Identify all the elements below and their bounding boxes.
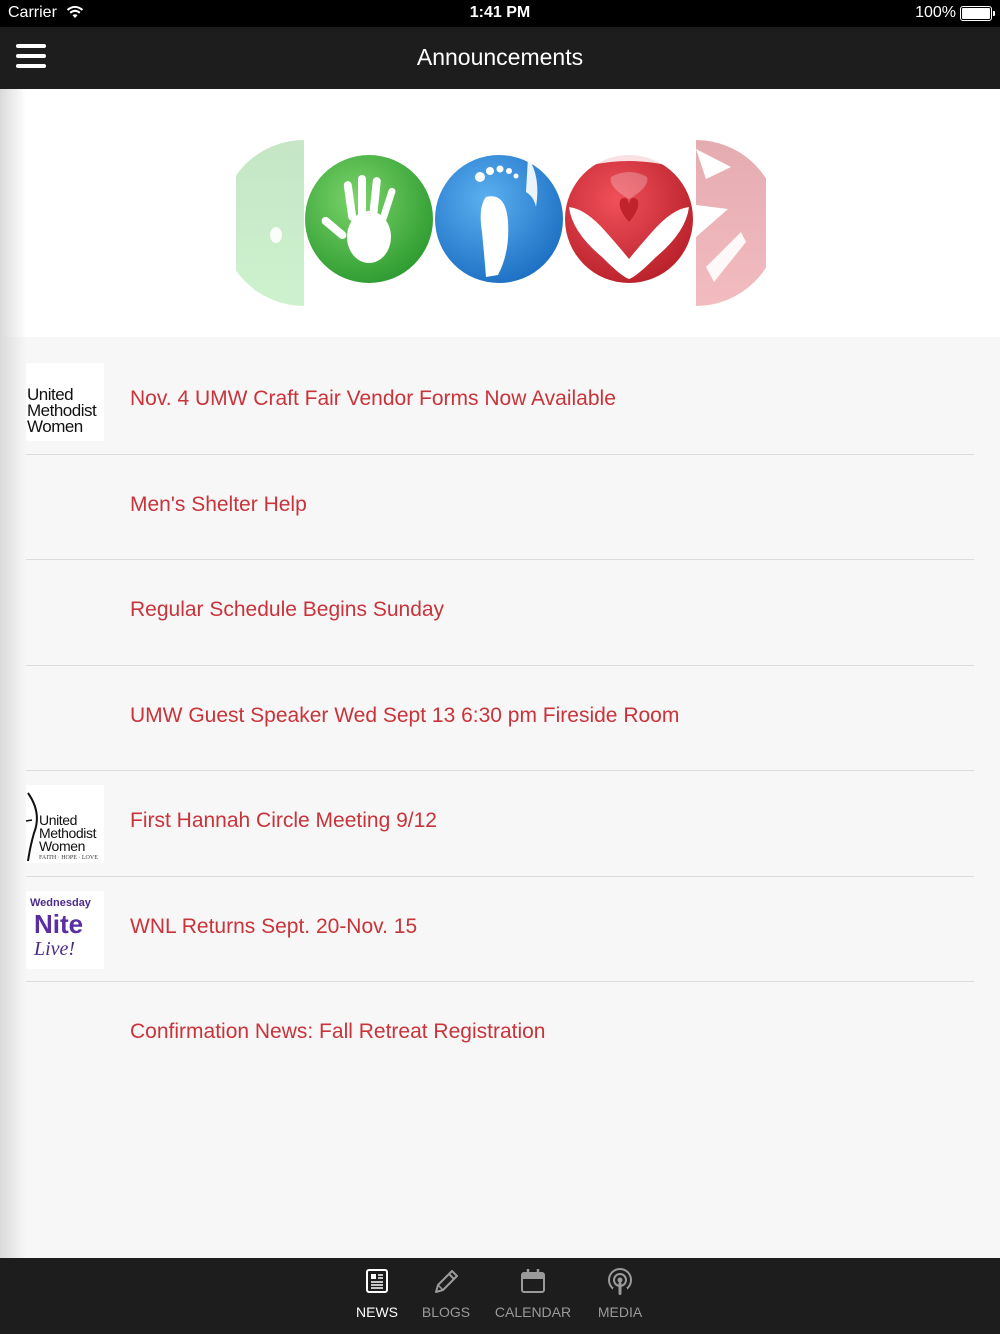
page-title: Announcements <box>416 44 584 70</box>
battery-icon <box>960 6 992 21</box>
news-headline[interactable]: Confirmation News: Fall Retreat Registration <box>130 1020 546 1043</box>
umw-logo-thumbnail: United Methodist Women <box>26 363 104 441</box>
tab-label: BLOGS <box>421 1304 471 1320</box>
banner-image <box>0 89 1000 337</box>
carrier-label: Carrier <box>8 4 57 21</box>
wnl-logo-thumbnail: Wednesday Nite Live! <box>26 891 104 969</box>
tab-blogs[interactable] <box>416 1258 476 1334</box>
pencil-icon <box>432 1268 460 1301</box>
main-content[interactable] <box>0 89 1000 1258</box>
news-item[interactable] <box>26 560 974 666</box>
news-headline[interactable]: UMW Guest Speaker Wed Sept 13 6:30 pm Fireside Room <box>130 703 680 727</box>
news-headline[interactable]: Regular Schedule Begins Sunday <box>130 598 445 621</box>
news-item[interactable] <box>26 771 974 877</box>
tab-calendar[interactable] <box>490 1258 576 1334</box>
news-item[interactable] <box>26 349 974 455</box>
clock: 1:41 PM <box>469 4 531 21</box>
umw-logo-thumbnail: United Methodist Women FAITH · HOPE · LOVE <box>26 785 104 863</box>
news-headline[interactable]: Nov. 4 UMW Craft Fair Vendor Forms Now Available <box>130 387 616 410</box>
battery-percent: 100% <box>915 4 956 21</box>
news-headline[interactable]: First Hannah Circle Meeting 9/12 <box>130 809 437 832</box>
news-headline[interactable]: Men's Shelter Help <box>130 492 307 516</box>
calendar-icon <box>520 1268 546 1299</box>
newspaper-icon <box>365 1268 389 1299</box>
news-list <box>26 349 974 1088</box>
swoosh-icon <box>26 791 40 863</box>
news-item[interactable] <box>26 982 974 1088</box>
podcast-icon <box>606 1268 634 1301</box>
tab-label: MEDIA <box>597 1304 643 1320</box>
tab-bar <box>0 1258 1000 1334</box>
tab-news[interactable] <box>347 1258 407 1334</box>
nav-bar <box>0 27 1000 89</box>
tab-media[interactable] <box>590 1258 650 1334</box>
news-item[interactable] <box>26 455 974 561</box>
tab-label: NEWS <box>356 1304 398 1320</box>
news-item[interactable] <box>26 666 974 772</box>
tab-label: CALENDAR <box>494 1304 572 1320</box>
news-item[interactable] <box>26 877 974 983</box>
status-bar <box>0 0 1000 27</box>
hands-feet-heart-logo <box>236 137 766 309</box>
news-headline[interactable]: WNL Returns Sept. 20-Nov. 15 <box>130 914 418 938</box>
